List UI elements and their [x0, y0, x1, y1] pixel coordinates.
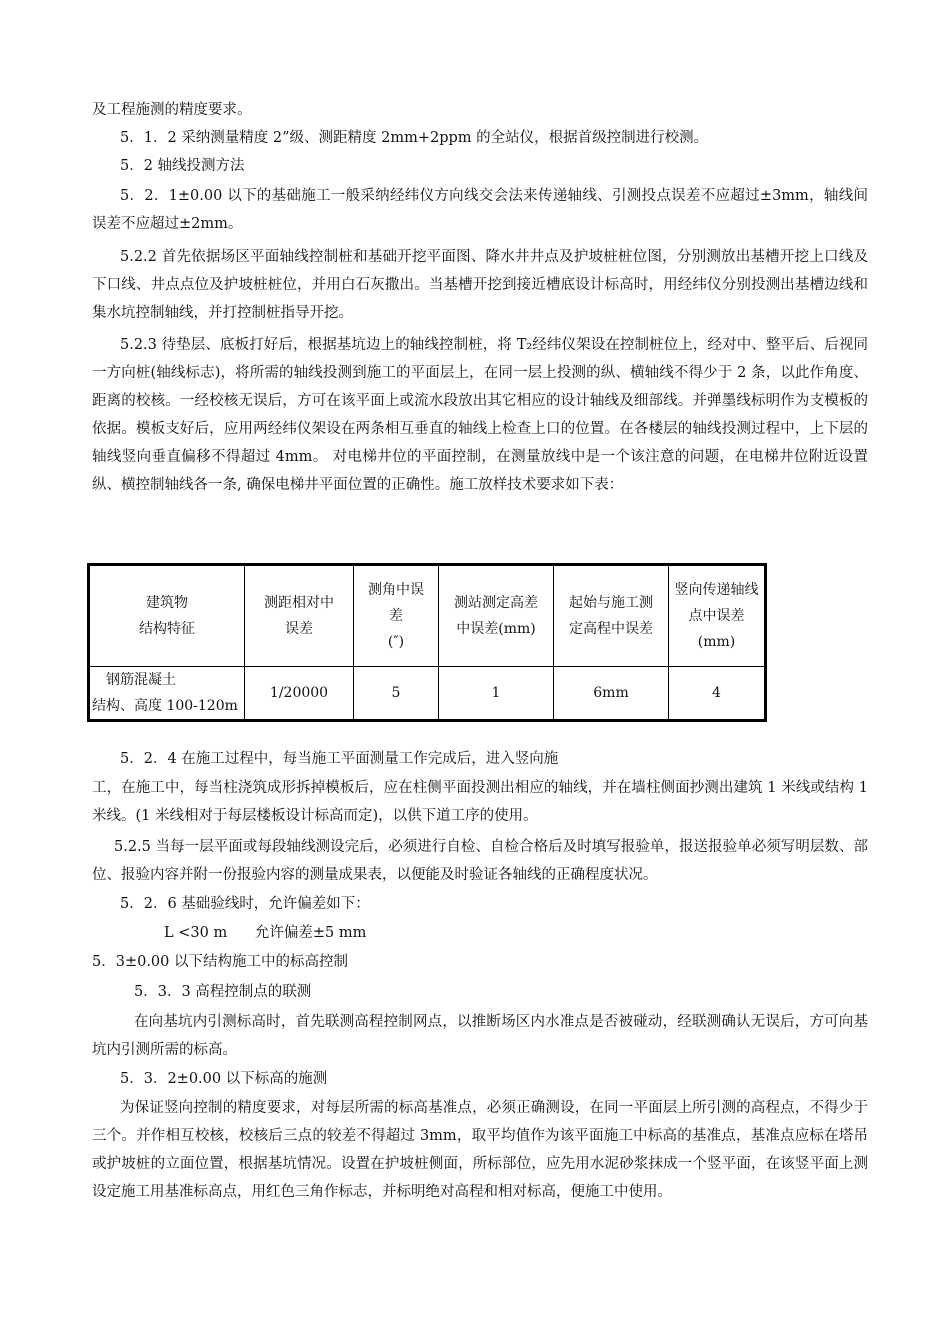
- clause-5-2-2: 5.2.2 首先依据场区平面轴线控制桩和基础开挖平面图、降水井井点及护坡桩桩位图，分别测放出基槽开挖上口线及下口线、井点点位及护坡桩桩位，并用白石灰撒出。当基槽开挖到接近槽底设计标高时，用经纬仪分别投测出基槽边线和集水坑控制轴线，并打控制桩指导开挖。: [92, 249, 868, 321]
- header-cell: 起始与施工测 定高程中误差: [554, 565, 669, 667]
- table-cell: 5: [354, 667, 439, 721]
- clause-5-2-4-cont: 工，在施工中，每当柱浇筑成形拆掉模板后，应在柱侧平面投测出相应的轴线，并在墙柱侧面抄测出建筑 1 米线或结构 1 米线。(1 米线相对于每层楼板设计标高而定)，以供下道工序的使用。: [92, 780, 868, 824]
- table-cell: 4: [669, 667, 766, 721]
- layout-tolerance-table: [87, 563, 767, 722]
- section-heading-5-3: 5．3±0.00 以下结构施工中的标高控制: [92, 954, 348, 970]
- header-cell: 测站测定高差 中误差(mm): [439, 565, 554, 667]
- clause-5-2-5: 5.2.5 当每一层平面或每段轴线测设完后，必须进行自检、自检合格后及时填写报验单，报送报验单必须写明层数、部位、报验内容并附一份报验内容的测量成果表，以便能及时验证各轴线的正确程度状况。: [92, 839, 868, 883]
- clause-5-2-1: 5．2．1±0.00 以下的基础施工一般采纳经纬仪方向线交会法来传递轴线、引测投点误差不应超过±3mm，轴线间误差不应超过±2mm。: [92, 188, 868, 232]
- table-cell: 6mm: [554, 667, 669, 721]
- section-heading-5-2: 5．2 轴线投测方法: [120, 158, 245, 174]
- clause-5-1-2: 5．1．2 采纳测量精度 2”级、测距精度 2mm+2ppm 的全站仪，根据首级控制进行校测。: [120, 130, 709, 146]
- clause-5-2-6: 5．2．6 基础验线时，允许偏差如下：: [120, 896, 370, 912]
- clause-5-3-2-heading: 5．3．2±0.00 以下标高的施测: [120, 1071, 328, 1087]
- tolerance-line: L <30 m 允许偏差±5 mm: [164, 925, 367, 941]
- clause-5-3-3: 在向基坑内引测标高时，首先联测高程控制网点，以推断场区内水准点是否被碰动，经联测确认无误后，方可向基坑内引测所需的标高。: [92, 1014, 868, 1058]
- clause-5-2-4: 5．2．4 在施工过程中，每当施工平面测量工作完成后，进入竖向施: [120, 751, 559, 767]
- table-row: [89, 667, 766, 721]
- clause-5-3-3-heading: 5．3．3 高程控制点的联测: [134, 984, 312, 1000]
- paragraph-continuation: 及工程施测的精度要求。: [92, 102, 252, 118]
- header-cell: 测角中误 差 (″): [354, 565, 439, 667]
- table-header-row: [89, 565, 766, 667]
- clause-5-3-2: 为保证竖向控制的精度要求，对每层所需的标高基准点，必须正确测设，在同一平面层上所引测的高程点，不得少于三个。并作相互校核，校核后三点的较差不得超过 3mm，取平均值作为该平面施工中标高的基准点，基准点应标在塔吊或护坡桩的立面位置，根据基坑情况。设置在护坡桩侧面，所标部位，应先用水泥砂浆抹成一个竖平面，在该竖平面上测设定施工用基准标高点，用红色三角作标志，并标明绝对高程和相对标高，便施工中使用。: [92, 1100, 868, 1200]
- table-cell: 钢筋混凝土 结构、高度 100-120m: [89, 667, 245, 721]
- clause-5-2-3: 5.2.3 待垫层、底板打好后，根据基坑边上的轴线控制桩，将 T₂经纬仪架设在控制桩位上，经对中、整平后、后视同一方向桩(轴线标志)，将所需的轴线投测到施工的平面层上，在同一层上投测的纵、横轴线不得少于 2 条，以此作角度、距离的校核。一经校核无误后，方可在该平面上或流水段放出其它相应的设计轴线及细部线。并弹墨线标明作为支模板的依据。模板支好后，应用两经纬仪架设在两条相互垂直的轴线上检查上口的位置。在各楼层的轴线投测过程中，上下层的轴线竖向垂直偏移不得超过 4mm。 对电梯井位的平面控制，在测量放线中是一个该注意的问题，在电梯井位附近设置纵、横控制轴线各一条, 确保电梯井平面位置的正确性。施工放样技术要求如下表：: [92, 337, 868, 493]
- header-cell: 建筑物 结构特征: [89, 565, 245, 667]
- table-cell: 1/20000: [245, 667, 354, 721]
- table-cell: 1: [439, 667, 554, 721]
- header-cell: 竖向传递轴线 点中误差(mm): [669, 565, 766, 667]
- header-cell: 测距相对中 误差: [245, 565, 354, 667]
